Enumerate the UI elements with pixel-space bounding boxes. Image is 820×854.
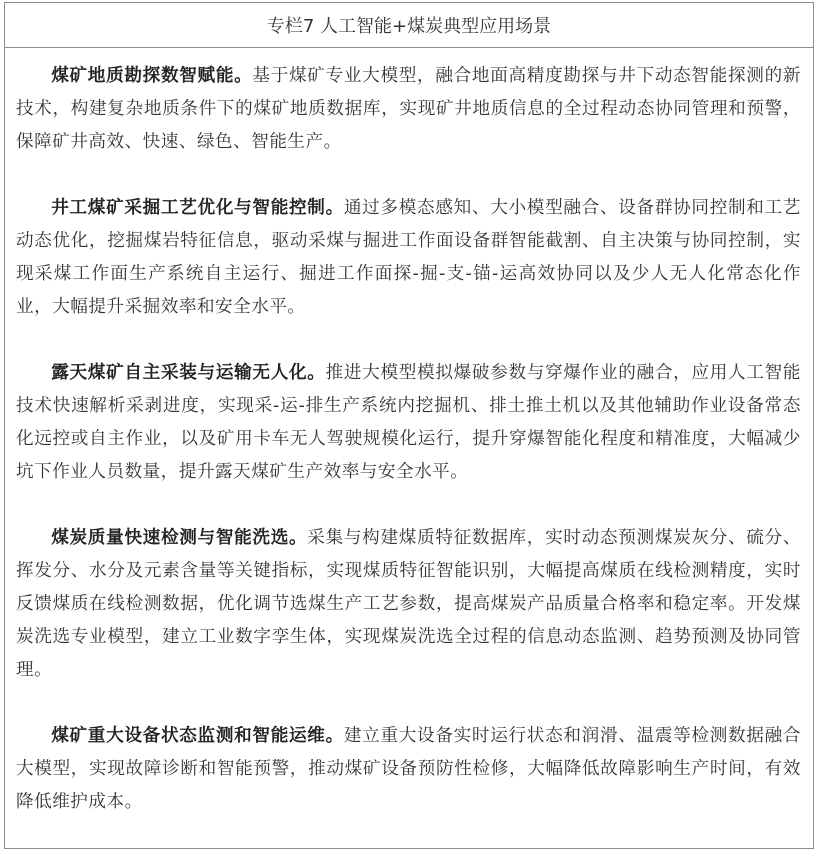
paragraph-lead: 井工煤矿采掘工艺优化与智能控制。: [51, 198, 344, 218]
paragraph-underground-mining: [16, 192, 801, 324]
paragraph-lead: 煤矿重大设备状态监测和智能运维。: [51, 726, 344, 746]
paragraph-lead: 煤矿地质勘探数智赋能。: [51, 66, 253, 86]
paragraph-body: 推进大模型模拟爆破参数与穿爆作业的融合，应用人工智能技术快速解析采剥进度，实现采-运-排生产系统内挖掘机、排土推土机以及其他辅助作业设备常态化远控或自主作业，以及矿用卡车无人驾驶规模化运行，提升穿爆智能化程度和精准度，大幅减少坑下作业人员数量，提升露天煤矿生产效率与安全水平。: [16, 363, 801, 482]
paragraph-coal-quality: [16, 522, 801, 687]
paragraph-lead: 煤炭质量快速检测与智能洗选。: [51, 528, 308, 548]
paragraph-body: 建立重大设备实时运行状态和润滑、温震等检测数据融合大模型，实现故障诊断和智能预警，推动煤矿设备预防性检修，大幅降低故障影响生产时间，有效降低维护成本。: [16, 726, 801, 812]
box-content: [5, 60, 813, 819]
box-title: 专栏7 人工智能+煤炭典型应用场景: [5, 3, 813, 48]
paragraph-lead: 露天煤矿自主采装与运输无人化。: [51, 363, 326, 383]
paragraph-open-pit: [16, 357, 801, 489]
feature-box: [4, 2, 814, 849]
paragraph-body: 通过多模态感知、大小模型融合、设备群协同控制和工艺动态优化，挖掘煤岩特征信息，驱动采煤与掘进工作面设备群智能截割、自主决策与协同控制，实现采煤工作面生产系统自主运行、掘进工作面探-掘-支-锚-运高效协同以及少人无人化常态化作业，大幅提升采掘效率和安全水平。: [16, 198, 801, 317]
paragraph-equipment-maintenance: [16, 720, 801, 819]
paragraph-body: 基于煤矿专业大模型，融合地面高精度勘探与井下动态智能探测的新技术，构建复杂地质条件下的煤矿地质数据库，实现矿井地质信息的全过程动态协同管理和预警，保障矿井高效、快速、绿色、智能生产。: [16, 66, 801, 152]
paragraph-body: 采集与构建煤质特征数据库，实时动态预测煤炭灰分、硫分、挥发分、水分及元素含量等关键指标，实现煤质特征智能识别，大幅提高煤质在线检测精度，实时反馈煤质在线检测数据，优化调节选煤生产工艺参数，提高煤炭产品质量合格率和稳定率。开发煤炭洗选专业模型，建立工业数字孪生体，实现煤炭洗选全过程的信息动态监测、趋势预测及协同管理。: [16, 528, 801, 680]
paragraph-geology: [16, 60, 801, 159]
